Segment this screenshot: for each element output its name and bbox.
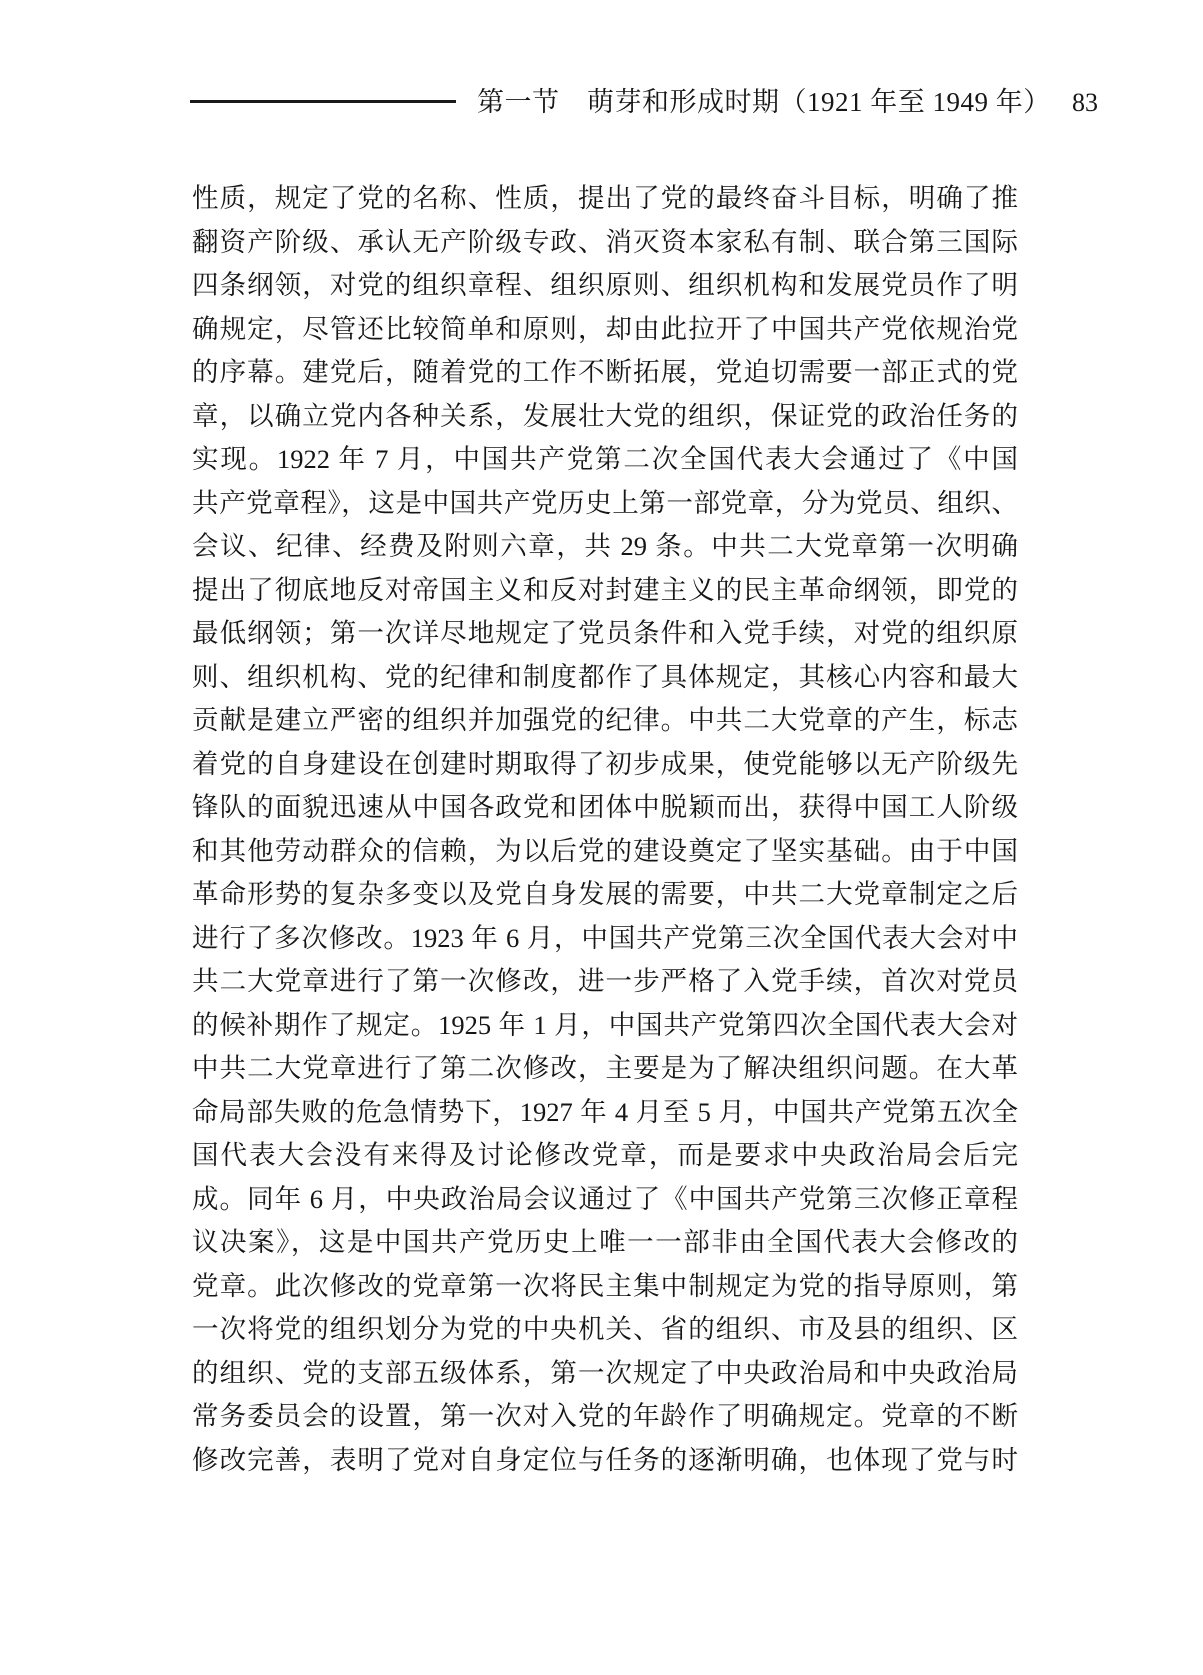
text-line: 则、组织机构、党的纪律和制度都作了具体规定，其核心内容和最大 xyxy=(192,661,1018,692)
text-line: 会议、纪律、经费及附则六章，共 29 条。中共二大党章第一次明确 xyxy=(192,531,1018,561)
text-line: 命局部失败的危急情势下，1927 年 4 月至 5 月，中国共产党第五次全 xyxy=(192,1096,1018,1127)
text-line: 四条纲领，对党的组织章程、组织原则、组织机构和发展党员作了明 xyxy=(192,270,1018,300)
text-line: 章，以确立党内各种关系，发展壮大党的组织，保证党的政治任务的 xyxy=(192,400,1018,431)
text-line: 议决案》，这是中国共产党历史上唯一一部非由全国代表大会修改的 xyxy=(192,1227,1018,1257)
text-line: 实现。1922 年 7 月，中国共产党第二次全国代表大会通过了《中国 xyxy=(192,444,1018,474)
text-line: 革命形势的复杂多变以及党自身发展的需要，中共二大党章制定之后 xyxy=(192,879,1018,909)
text-line: 和其他劳动群众的信赖，为以后党的建设奠定了坚实基础。由于中国 xyxy=(192,835,1018,866)
text-line: 进行了多次修改。1923 年 6 月，中国共产党第三次全国代表大会对中 xyxy=(192,922,1018,953)
text-line: 的候补期作了规定。1925 年 1 月，中国共产党第四次全国代表大会对 xyxy=(192,1009,1018,1040)
text-line: 的组织、党的支部五级体系，第一次规定了中央政治局和中央政治局 xyxy=(192,1357,1018,1388)
text-line: 修改完善，表明了党对自身定位与任务的逐渐明确，也体现了党与时 xyxy=(192,1444,1018,1475)
text-line: 着党的自身建设在创建时期取得了初步成果，使党能够以无产阶级先 xyxy=(192,748,1018,779)
text-line: 翻资产阶级、承认无产阶级专政、消灭资本家私有制、联合第三国际 xyxy=(192,226,1018,257)
header-rule xyxy=(190,100,456,103)
text-line: 一次将党的组织划分为党的中央机关、省的组织、市及县的组织、区 xyxy=(192,1314,1018,1344)
text-line: 成。同年 6 月，中央政治局会议通过了《中国共产党第三次修正章程 xyxy=(192,1183,1018,1214)
body-paragraph xyxy=(192,177,1018,1482)
text-line: 共产党章程》，这是中国共产党历史上第一部党章，分为党员、组织、 xyxy=(192,487,1018,518)
text-line: 最低纲领；第一次详尽地规定了党员条件和入党手续，对党的组织原 xyxy=(192,618,1018,648)
text-line: 共二大党章进行了第一次修改，进一步严格了入党手续，首次对党员 xyxy=(192,966,1018,996)
text-line: 中共二大党章进行了第二次修改，主要是为了解决组织问题。在大革 xyxy=(192,1053,1018,1083)
text-line: 的序幕。建党后，随着党的工作不断拓展，党迫切需要一部正式的党 xyxy=(192,357,1018,387)
text-line: 提出了彻底地反对帝国主义和反对封建主义的民主革命纲领，即党的 xyxy=(192,574,1018,605)
text-line: 性质，规定了党的名称、性质，提出了党的最终奋斗目标，明确了推 xyxy=(192,183,1018,213)
page-number: 83 xyxy=(1072,88,1098,117)
text-line: 国代表大会没有来得及讨论修改党章，而是要求中央政治局会后完 xyxy=(192,1140,1018,1170)
text-line: 党章。此次修改的党章第一次将民主集中制规定为党的指导原则，第 xyxy=(192,1270,1018,1301)
text-line: 常务委员会的设置，第一次对入党的年龄作了明确规定。党章的不断 xyxy=(192,1401,1018,1431)
text-line: 锋队的面貌迅速从中国各政党和团体中脱颖而出，获得中国工人阶级 xyxy=(192,792,1018,822)
section-title: 第一节 萌芽和形成时期（1921 年至 1949 年） xyxy=(477,87,1051,117)
text-line: 确规定，尽管还比较简单和原则，却由此拉开了中国共产党依规治党 xyxy=(192,313,1018,344)
text-line: 贡献是建立严密的组织并加强党的纪律。中共二大党章的产生，标志 xyxy=(192,705,1018,735)
